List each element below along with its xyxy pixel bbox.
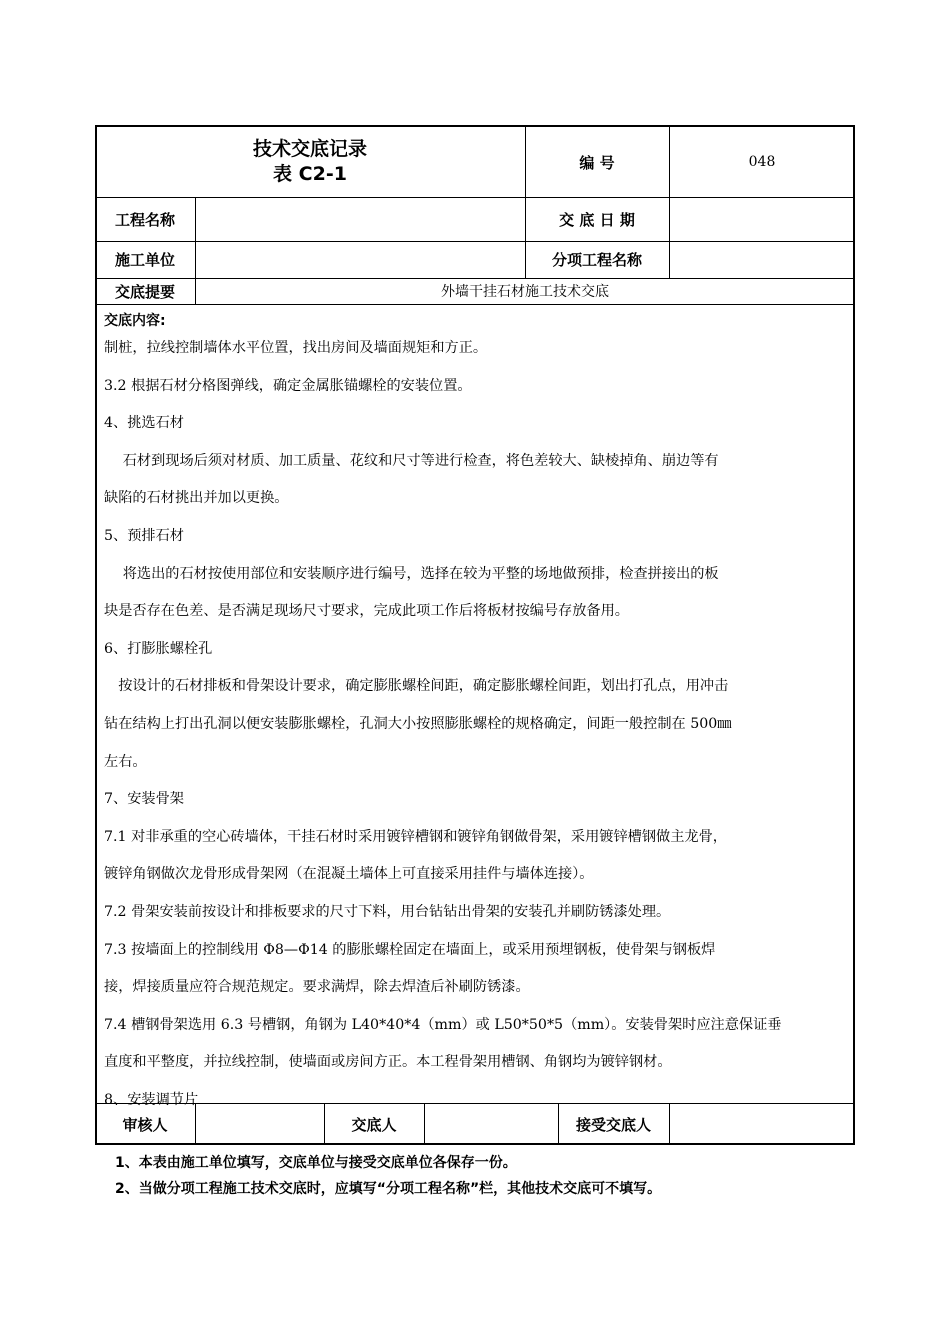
form-title-line2: 表 C2-1 [273, 163, 347, 185]
number-label: 编 号 [579, 153, 615, 172]
note-line: 1、本表由施工单位填写，交底单位与接受交底单位各保存一份。 [115, 1155, 517, 1171]
number-value: 048 [748, 154, 776, 170]
content-line: 6、打膨胀螺栓孔 [104, 640, 213, 657]
content-line: 7.1 对非承重的空心砖墙体，干挂石材时采用镀锌槽钢和镀锌角钢做骨架，采用镀锌槽钢做主龙骨， [104, 828, 727, 845]
form-title [95, 127, 525, 197]
content-line: 7.2 骨架安装前按设计和排板要求的尺寸下料，用台钻钻出骨架的安装孔并刷防锈漆处理。 [104, 903, 671, 920]
content-line: 石材到现场后须对材质、加工质量、花纹和尺寸等进行检查，将色差较大、缺棱掉角、崩边等有 [104, 452, 719, 469]
form-notes [115, 1150, 661, 1202]
date-label: 交 底 日 期 [559, 210, 635, 229]
reviewer-label: 审核人 [122, 1115, 168, 1134]
content-line: 块是否存在色差、是否满足现场尺寸要求，完成此项工作后将板材按编号存放备用。 [104, 603, 629, 620]
content-line: 7.4 槽钢骨架选用 6.3 号槽钢，角钢为 L40*40*4（mm）或 L50*50*5（mm）。安装骨架时应注意保证垂 [104, 1016, 782, 1033]
content-body [104, 330, 846, 1119]
summary-value: 外墙干挂石材施工技术交底 [441, 284, 609, 300]
content-line: 3.2 根据石材分格图弹线，确定金属胀锚螺栓的安装位置。 [104, 377, 472, 394]
contractor-label: 施工单位 [114, 251, 175, 269]
date-field[interactable] [669, 197, 855, 241]
content-line: 5、预排石材 [104, 527, 184, 544]
content-line: 按设计的石材排板和骨架设计要求，确定膨胀螺栓间距，确定膨胀螺栓间距，划出打孔点，用冲击 [104, 678, 729, 695]
receiver-field[interactable] [669, 1103, 855, 1145]
content-line: 7、安装骨架 [104, 791, 184, 808]
note-line: 2、当做分项工程施工技术交底时，应填写“分项工程名称”栏，其他技术交底可不填写。 [115, 1181, 662, 1197]
content-line: 将选出的石材按使用部位和安装顺序进行编号，选择在较为平整的场地做预排，检查拼接出的板 [104, 565, 719, 582]
receiver-label: 接受交底人 [575, 1115, 651, 1134]
discloser-field[interactable] [424, 1103, 558, 1145]
project-name-label: 工程名称 [114, 210, 175, 229]
content-line: 7.3 按墙面上的控制线用 Φ8—Φ14 的膨胀螺栓固定在墙面上，或采用预埋钢板，使骨架与钢板焊 [104, 941, 716, 958]
row-divider [95, 304, 855, 305]
summary-label: 交底提要 [114, 282, 175, 301]
project-name-field[interactable] [195, 197, 525, 241]
form-title-line1: 技术交底记录 [252, 138, 367, 160]
content-line: 左右。 [104, 753, 147, 770]
content-line: 镀锌角钢做次龙骨形成骨架网（在混凝土墙体上可直接采用挂件与墙体连接）。 [104, 866, 594, 883]
discloser-label: 交底人 [351, 1115, 397, 1134]
contractor-field[interactable] [195, 241, 525, 278]
content-line: 接，焊接质量应符合规范规定。要求满焊，除去焊渣后补刷防锈漆。 [104, 979, 530, 996]
subproject-label: 分项工程名称 [551, 251, 642, 269]
reviewer-field[interactable] [195, 1103, 324, 1145]
content-line: 4、挑选石材 [104, 415, 184, 432]
content-line: 制桩，拉线控制墙体水平位置，找出房间及墙面规矩和方正。 [104, 340, 488, 356]
content-label: 交底内容: [104, 313, 166, 329]
content-line: 8、安装调节片 [104, 1091, 199, 1108]
content-line: 缺陷的石材挑出并加以更换。 [104, 490, 289, 507]
content-line: 直度和平整度，并拉线控制，使墙面或房间方正。本工程骨架用槽钢、角钢均为镀锌钢材。 [104, 1054, 672, 1071]
content-line: 钻在结构上打出孔洞以便安装膨胀螺栓，孔洞大小按照膨胀螺栓的规格确定，间距一般控制在 500㎜ [104, 715, 732, 732]
subproject-field[interactable] [669, 241, 855, 278]
